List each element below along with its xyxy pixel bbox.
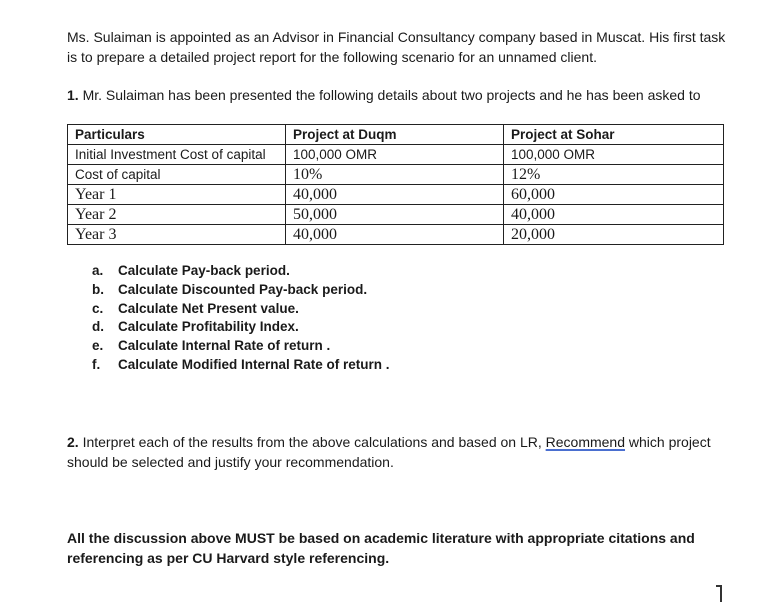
sohar-value: 12% <box>504 165 724 185</box>
task-letter: c. <box>92 300 104 316</box>
project-details-table <box>67 124 724 245</box>
table-row <box>68 205 724 225</box>
question-2-number: 2. <box>67 434 79 450</box>
list-item <box>92 356 390 375</box>
table-header-row <box>68 125 724 145</box>
recommend-link[interactable]: Recommend <box>545 434 626 450</box>
task-text: Calculate Discounted Pay-back period. <box>118 281 368 297</box>
task-letter: f. <box>92 356 101 372</box>
duqm-value: 100,000 OMR <box>286 145 504 165</box>
task-letter: a. <box>92 263 104 278</box>
sohar-value: 100,000 OMR <box>504 145 724 165</box>
list-item <box>92 262 390 281</box>
list-item <box>92 318 390 337</box>
row-label: Year 1 <box>68 185 286 205</box>
table-row <box>68 145 724 165</box>
question-1 <box>67 86 737 106</box>
question-2-text-after: which project should be selected and justify your recommendation. <box>67 434 711 470</box>
list-item <box>92 337 390 356</box>
task-letter: d. <box>92 319 104 335</box>
sohar-value: 40,000 <box>504 205 724 225</box>
header-project-sohar: Project at Sohar <box>504 125 724 145</box>
duqm-value: 50,000 <box>286 205 504 225</box>
task-letter: b. <box>92 281 104 297</box>
table-row <box>68 225 724 245</box>
row-label: Year 2 <box>68 205 286 225</box>
header-particulars: Particulars <box>68 125 286 145</box>
row-label: Cost of capital <box>68 165 286 185</box>
referencing-note: All the discussion above MUST be based on academic literature with appropriate citations and referencing as per CU Harvard style referencing. <box>67 530 695 566</box>
task-text: Calculate Profitability Index. <box>118 319 299 335</box>
task-text: Calculate Net Present value. <box>118 300 299 316</box>
duqm-value: 40,000 <box>286 225 504 245</box>
question-1-number: 1. <box>67 87 79 103</box>
duqm-value: 40,000 <box>286 185 504 205</box>
list-item <box>92 281 390 300</box>
intro-paragraph: Ms. Sulaiman is appointed as an Advisor in Financial Consultancy company based in Muscat. His first task is to prepare a detailed project report for the following scenario for an unnamed client. <box>67 29 726 65</box>
sohar-value: 20,000 <box>504 225 724 245</box>
page-corner-mark <box>720 585 722 602</box>
list-item <box>92 300 390 319</box>
question-2-text-before: Interpret each of the results from the above calculations and based on LR, <box>78 434 546 450</box>
row-label: Initial Investment Cost of capital <box>68 145 286 165</box>
header-project-duqm: Project at Duqm <box>286 125 504 145</box>
task-letter: e. <box>92 338 104 354</box>
sohar-value: 60,000 <box>504 185 724 205</box>
row-label: Year 3 <box>68 225 286 245</box>
duqm-value: 10% <box>286 165 504 185</box>
table-row <box>68 165 724 185</box>
question-2 <box>67 433 737 472</box>
table-row <box>68 185 724 205</box>
question-1-text: Mr. Sulaiman has been presented the following details about two projects and he has been asked to <box>78 87 701 103</box>
task-text: Calculate Pay-back period. <box>118 263 290 278</box>
task-text: Calculate Internal Rate of return . <box>118 338 331 354</box>
task-list <box>92 262 390 375</box>
task-text: Calculate Modified Internal Rate of return . <box>118 356 390 372</box>
